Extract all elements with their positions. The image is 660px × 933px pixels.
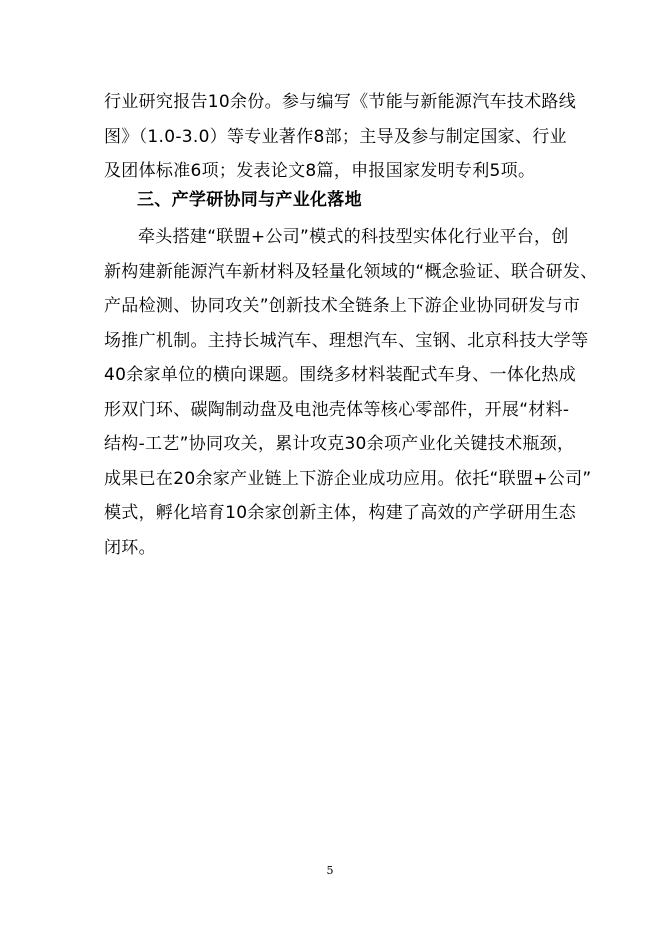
paragraph-line: 形双门环、碳陶制动盘及电池壳体等核心零部件，开展“材料- xyxy=(104,399,570,420)
paragraph-industry-collaboration xyxy=(104,220,598,565)
paragraph-line: 模式，孵化培育10余家创新主体，构建了高效的产学研用生态 xyxy=(104,503,577,523)
paragraph-line: 产品检测、协同攻关”创新技术全链条上下游企业协同研发与市 xyxy=(104,296,581,316)
paragraph-line: 新构建新能源汽车新材料及轻量化领域的“概念验证、联合研发、 xyxy=(104,261,598,282)
paragraph-line: 40余家单位的横向课题。围绕多材料装配式车身、一体化热成 xyxy=(104,365,577,385)
paragraph-line: 场推广机制。主持长城汽车、理想汽车、宝钢、北京科技大学等 xyxy=(104,330,589,351)
section-heading: 三、产学研协同与产业化落地 xyxy=(137,190,362,210)
paragraph-line: 及团体标准6项；发表论文8篇，申报国家发明专利5项。 xyxy=(104,161,536,181)
page-number: 5 xyxy=(326,864,334,877)
paragraph-research-outputs xyxy=(104,85,577,189)
paragraph-line: 牵头搭建“联盟+公司”模式的科技型实体化行业平台，创 xyxy=(138,227,569,247)
paragraph-line: 结构-工艺”协同攻关，累计攻克30余项产业化关键技术瓶颈， xyxy=(104,434,575,454)
paragraph-line: 图》（1.0-3.0）等专业著作8部；主导及参与制定国家、行业 xyxy=(104,126,567,147)
paragraph-line: 成果已在20余家产业链上下游企业成功应用。依托“联盟+公司” xyxy=(104,468,592,489)
paragraph-line: 行业研究报告10余份。参与编写《节能与新能源汽车技术路线 xyxy=(104,92,577,112)
paragraph-line: 闭环。 xyxy=(104,537,156,558)
